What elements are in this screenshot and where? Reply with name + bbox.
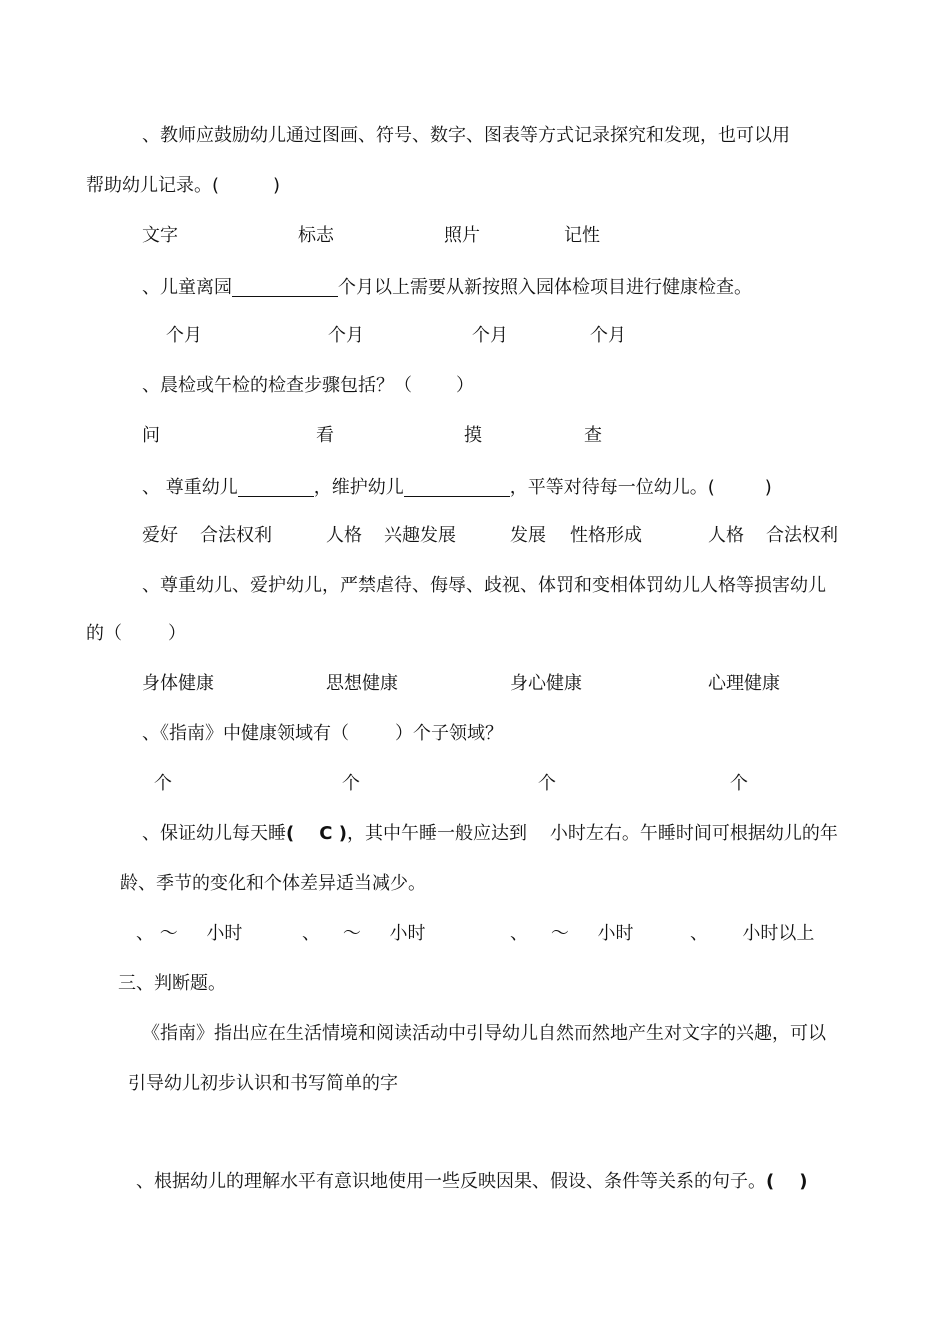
- question-2: 、儿童离园 个月以上需要从新按照入园体检项目进行健康检查。: [142, 274, 752, 300]
- q1-option-a: 文字: [142, 225, 178, 246]
- q4-option-c2: 性格形成: [570, 525, 642, 546]
- question-5-line2: 的（ ）: [86, 623, 186, 644]
- q2-option-d: 个月: [590, 325, 626, 346]
- q4-option-c1: 发展: [510, 525, 546, 546]
- q3-option-c: 摸: [464, 425, 482, 446]
- q3-option-b: 看: [316, 425, 334, 446]
- q4-option-a1: 爱好: [142, 525, 178, 546]
- question-4: 、 尊重幼儿 ，维护幼儿 ，平等对待每一位幼儿。( ): [142, 474, 772, 500]
- answer-blank: [238, 474, 314, 497]
- answer-blank: [404, 474, 510, 497]
- q1-option-c: 照片: [444, 225, 480, 246]
- question-7-line1: 、保证幼儿每天睡( C )，其中午睡一般应达到 小时左右。午睡时间可根据幼儿的年: [142, 823, 838, 844]
- q4-option-d1: 人格: [708, 525, 744, 546]
- q5-option-b: 思想健康: [326, 673, 398, 694]
- q6-option-b: 个: [342, 773, 360, 794]
- answer-mark: ( C ): [286, 823, 347, 844]
- question-6: 、《指南》中健康领域有（ ）个子领域？: [142, 723, 503, 744]
- q6-option-a: 个: [154, 773, 172, 794]
- question-1-line2: 帮助幼儿记录。( ): [86, 175, 281, 196]
- judgment-2: 、根据幼儿的理解水平有意识地使用一些反映因果、假设、条件等关系的句子。( ): [136, 1171, 808, 1192]
- q7-option-d: 、 小时以上: [690, 923, 815, 944]
- q3-option-a: 问: [142, 425, 160, 446]
- q6-option-d: 个: [730, 773, 748, 794]
- q2-option-a: 个月: [166, 325, 202, 346]
- q2-option-b: 个月: [328, 325, 364, 346]
- q5-option-c: 身心健康: [510, 673, 582, 694]
- judgment-1-line1: 《指南》指出应在生活情境和阅读活动中引导幼儿自然而然地产生对文字的兴趣，可以: [142, 1023, 826, 1044]
- q7-option-b: 、 ～ 小时: [302, 923, 426, 944]
- answer-blank: [232, 274, 338, 297]
- q2-option-c: 个月: [472, 325, 508, 346]
- question-3: 、晨检或午检的检查步骤包括？（ ）: [142, 375, 474, 396]
- section-title-judgment: 三、判断题。: [118, 973, 226, 994]
- q6-option-c: 个: [538, 773, 556, 794]
- q3-option-d: 查: [584, 425, 602, 446]
- answer-paren: ( ): [766, 1171, 808, 1192]
- q5-option-a: 身体健康: [142, 673, 214, 694]
- q7-option-a: 、 ～ 小时: [136, 923, 243, 944]
- q4-option-d2: 合法权利: [766, 525, 838, 546]
- question-5-line1: 、尊重幼儿、爱护幼儿，严禁虐待、侮辱、歧视、体罚和变相体罚幼儿人格等损害幼儿: [142, 575, 826, 596]
- question-7-line2: 龄、季节的变化和个体差异适当减少。: [120, 873, 426, 894]
- q1-option-b: 标志: [298, 225, 334, 246]
- question-1-line1: 、教师应鼓励幼儿通过图画、符号、数字、图表等方式记录探究和发现，也可以用: [142, 125, 790, 146]
- q7-option-c: 、 ～ 小时: [510, 923, 634, 944]
- judgment-1-line2: 引导幼儿初步认识和书写简单的字: [128, 1073, 398, 1094]
- q5-option-d: 心理健康: [708, 673, 780, 694]
- q4-option-b1: 人格: [326, 525, 362, 546]
- q4-option-b2: 兴趣发展: [384, 525, 456, 546]
- q4-option-a2: 合法权利: [200, 525, 272, 546]
- q1-option-d: 记性: [564, 225, 600, 246]
